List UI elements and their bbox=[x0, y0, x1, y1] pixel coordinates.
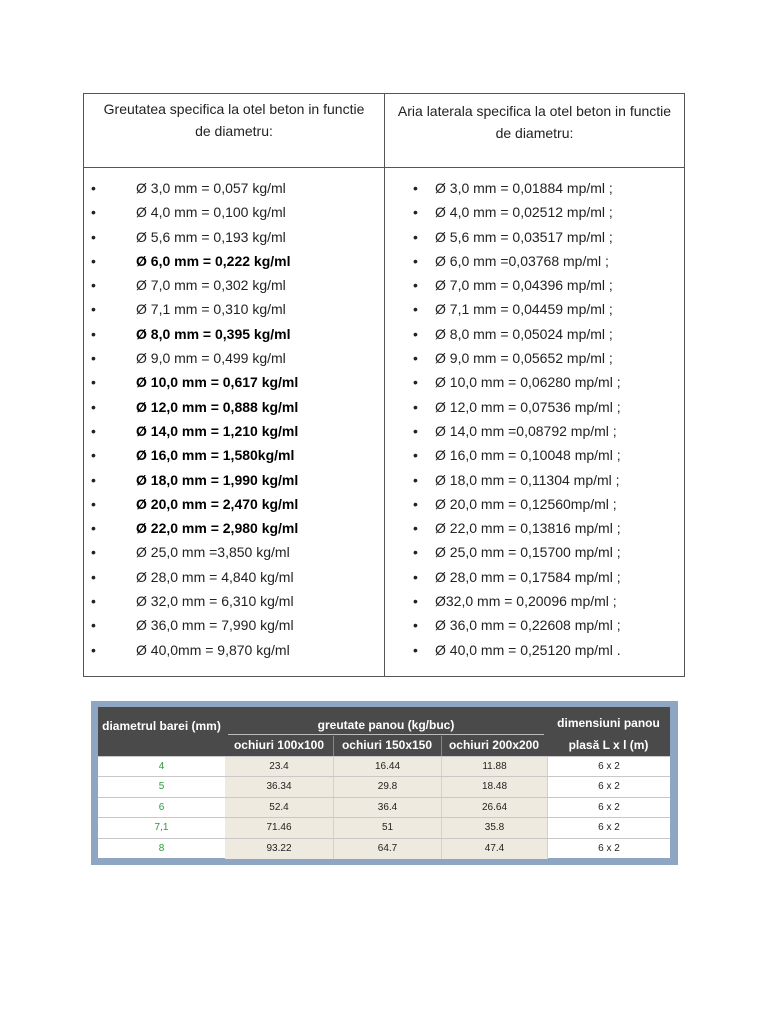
cell-weight-100: 52.4 bbox=[225, 798, 333, 818]
bullet-icon: • bbox=[413, 301, 418, 318]
mesh-table-header bbox=[98, 707, 670, 756]
list-item bbox=[385, 470, 684, 494]
cell-weight-200: 18.48 bbox=[441, 777, 547, 797]
bullet-icon: • bbox=[91, 301, 96, 318]
bullet-icon: • bbox=[91, 471, 96, 488]
list-item bbox=[385, 202, 684, 226]
bullet-icon: • bbox=[91, 544, 96, 561]
list-item bbox=[84, 324, 384, 348]
list-item bbox=[84, 591, 384, 615]
specific-weight-value: Ø 4,0 mm = 0,100 kg/ml bbox=[136, 204, 286, 221]
lateral-area-list bbox=[385, 168, 684, 677]
specific-weight-value: Ø 22,0 mm = 2,980 kg/ml bbox=[136, 520, 299, 537]
cell-weight-200: 11.88 bbox=[441, 757, 547, 777]
bullet-icon: • bbox=[413, 593, 418, 610]
list-item bbox=[385, 591, 684, 615]
cell-diameter: 5 bbox=[158, 781, 165, 793]
table-header-row bbox=[84, 94, 684, 168]
lateral-area-value: Ø 6,0 mm =0,03768 mp/ml ; bbox=[435, 252, 609, 269]
lateral-area-value: Ø 5,6 mm = 0,03517 mp/ml ; bbox=[435, 228, 613, 245]
bullet-icon: • bbox=[91, 180, 96, 196]
cell-dimensions: 6 x 2 bbox=[547, 818, 670, 838]
list-item bbox=[84, 640, 384, 664]
list-item bbox=[84, 251, 384, 275]
cell-diameter: 8 bbox=[158, 842, 165, 854]
bullet-icon: • bbox=[413, 495, 418, 512]
lateral-area-value: Ø 10,0 mm = 0,06280 mp/ml ; bbox=[435, 374, 621, 391]
mesh-panel-table bbox=[91, 701, 678, 865]
bullet-icon: • bbox=[413, 350, 418, 367]
list-item bbox=[385, 299, 684, 323]
bullet-icon: • bbox=[91, 617, 96, 634]
list-item bbox=[385, 227, 684, 251]
bullet-icon: • bbox=[413, 398, 418, 415]
cell-diameter: 7,1 bbox=[154, 822, 169, 834]
specific-weight-value: Ø 25,0 mm =3,850 kg/ml bbox=[136, 544, 290, 561]
specific-weight-value: Ø 12,0 mm = 0,888 kg/ml bbox=[136, 398, 299, 415]
mesh-table-inner bbox=[98, 707, 670, 858]
list-item bbox=[84, 445, 384, 469]
list-item bbox=[385, 397, 684, 421]
table-body bbox=[84, 168, 684, 677]
bullet-icon: • bbox=[413, 228, 418, 245]
specific-weight-value: Ø 16,0 mm = 1,580kg/ml bbox=[136, 447, 295, 464]
list-item bbox=[84, 299, 384, 323]
bullet-icon: • bbox=[413, 277, 418, 294]
bullet-icon: • bbox=[91, 422, 96, 439]
lateral-area-value: Ø 16,0 mm = 0,10048 mp/ml ; bbox=[435, 447, 621, 464]
specific-weight-value: Ø 10,0 mm = 0,617 kg/ml bbox=[136, 374, 299, 391]
lateral-area-value: Ø 14,0 mm =0,08792 mp/ml ; bbox=[435, 422, 617, 439]
bullet-icon: • bbox=[413, 568, 418, 585]
cell-dimensions: 6 x 2 bbox=[547, 777, 670, 797]
header-group-divider bbox=[228, 734, 544, 735]
specific-weight-value: Ø 9,0 mm = 0,499 kg/ml bbox=[136, 350, 286, 367]
specific-weight-value: Ø 20,0 mm = 2,470 kg/ml bbox=[136, 495, 299, 512]
lateral-area-value: Ø 4,0 mm = 0,02512 mp/ml ; bbox=[435, 204, 613, 221]
list-item bbox=[385, 518, 684, 542]
cell-diameter: 6 bbox=[158, 801, 165, 813]
specific-weight-value: Ø 3,0 mm = 0,057 kg/ml bbox=[136, 180, 286, 196]
header-panel-size: plasă L x l (m) bbox=[568, 738, 649, 752]
specific-weight-value: Ø 28,0 mm = 4,840 kg/ml bbox=[136, 568, 294, 585]
list-item bbox=[84, 227, 384, 251]
specific-weight-value: Ø 32,0 mm = 6,310 kg/ml bbox=[136, 593, 294, 610]
bullet-icon: • bbox=[91, 641, 96, 658]
bullet-icon: • bbox=[413, 374, 418, 391]
cell-weight-150: 64.7 bbox=[333, 839, 441, 859]
cell-weight-200: 47.4 bbox=[441, 839, 547, 859]
header-mesh-200: ochiuri 200x200 bbox=[448, 738, 540, 752]
cell-weight-150: 36.4 bbox=[333, 798, 441, 818]
table-row bbox=[98, 838, 670, 859]
list-item bbox=[84, 567, 384, 591]
lateral-area-value: Ø 7,1 mm = 0,04459 mp/ml ; bbox=[435, 301, 613, 318]
header-specific-weight: Greutatea specifica la otel beton in functie de diametru: bbox=[84, 94, 385, 167]
specific-weight-value: Ø 6,0 mm = 0,222 kg/ml bbox=[136, 252, 291, 269]
header-panel-dimensions: dimensiuni panou bbox=[557, 716, 660, 730]
cell-weight-100: 36.34 bbox=[225, 777, 333, 797]
lateral-area-value: Ø 22,0 mm = 0,13816 mp/ml ; bbox=[435, 520, 621, 537]
cell-weight-100: 23.4 bbox=[225, 757, 333, 777]
bullet-icon: • bbox=[413, 325, 418, 342]
list-item bbox=[385, 615, 684, 639]
lateral-area-value: Ø 8,0 mm = 0,05024 mp/ml ; bbox=[435, 325, 613, 342]
lateral-area-value: Ø 3,0 mm = 0,01884 mp/ml ; bbox=[435, 180, 613, 196]
lateral-area-value: Ø 9,0 mm = 0,05652 mp/ml ; bbox=[435, 350, 613, 367]
specific-weight-value: Ø 40,0mm = 9,870 kg/ml bbox=[136, 641, 290, 658]
table-row bbox=[98, 776, 670, 797]
bullet-icon: • bbox=[91, 277, 96, 294]
header-bar-diameter: diametrul barei (mm) bbox=[102, 719, 221, 733]
cell-diameter: 4 bbox=[158, 761, 165, 772]
bullet-icon: • bbox=[413, 471, 418, 488]
header-lateral-area: Aria laterala specifica la otel beton in functie de diametru: bbox=[397, 103, 672, 141]
bullet-icon: • bbox=[413, 641, 418, 658]
cell-dimensions: 6 x 2 bbox=[547, 839, 670, 859]
cell-weight-200: 26.64 bbox=[441, 798, 547, 818]
list-item bbox=[385, 348, 684, 372]
bullet-icon: • bbox=[413, 544, 418, 561]
header-mesh-100: ochiuri 100x100 bbox=[233, 738, 325, 752]
bullet-icon: • bbox=[413, 617, 418, 634]
cell-weight-150: 29.8 bbox=[333, 777, 441, 797]
list-item bbox=[84, 494, 384, 518]
specific-weight-value: Ø 7,1 mm = 0,310 kg/ml bbox=[136, 301, 286, 318]
bullet-icon: • bbox=[91, 204, 96, 221]
list-item bbox=[84, 178, 384, 202]
specific-weight-value: Ø 36,0 mm = 7,990 kg/ml bbox=[136, 617, 294, 634]
bullet-icon: • bbox=[91, 568, 96, 585]
list-item bbox=[84, 348, 384, 372]
lateral-area-value: Ø 40,0 mm = 0,25120 mp/ml . bbox=[435, 641, 621, 658]
list-item bbox=[385, 324, 684, 348]
lateral-area-value: Ø 28,0 mm = 0,17584 mp/ml ; bbox=[435, 568, 621, 585]
bullet-icon: • bbox=[91, 325, 96, 342]
bullet-icon: • bbox=[91, 520, 96, 537]
lateral-area-value: Ø 12,0 mm = 0,07536 mp/ml ; bbox=[435, 398, 621, 415]
bullet-icon: • bbox=[91, 495, 96, 512]
bullet-icon: • bbox=[91, 374, 96, 391]
list-item bbox=[385, 494, 684, 518]
specific-weight-value: Ø 7,0 mm = 0,302 kg/ml bbox=[136, 277, 286, 294]
list-item bbox=[84, 615, 384, 639]
bullet-icon: • bbox=[413, 447, 418, 464]
table-row bbox=[98, 797, 670, 818]
list-item bbox=[385, 275, 684, 299]
list-item bbox=[385, 421, 684, 445]
list-item bbox=[84, 542, 384, 566]
lateral-area-value: Ø32,0 mm = 0,20096 mp/ml ; bbox=[435, 593, 617, 610]
bullet-icon: • bbox=[91, 398, 96, 415]
lateral-area-value: Ø 18,0 mm = 0,11304 mp/ml ; bbox=[435, 471, 620, 488]
lateral-area-value: Ø 36,0 mm = 0,22608 mp/ml ; bbox=[435, 617, 621, 634]
list-item bbox=[385, 251, 684, 275]
lateral-area-value: Ø 20,0 mm = 0,12560mp/ml ; bbox=[435, 495, 617, 512]
list-item bbox=[84, 421, 384, 445]
lateral-area-value: Ø 25,0 mm = 0,15700 mp/ml ; bbox=[435, 544, 621, 561]
cell-weight-100: 71.46 bbox=[225, 818, 333, 838]
table-row bbox=[98, 817, 670, 838]
bullet-icon: • bbox=[91, 447, 96, 464]
bullet-icon: • bbox=[91, 252, 96, 269]
list-item bbox=[385, 445, 684, 469]
bullet-icon: • bbox=[91, 350, 96, 367]
list-item bbox=[84, 470, 384, 494]
bullet-icon: • bbox=[413, 180, 418, 196]
header-panel-weight: greutate panou (kg/buc) bbox=[317, 718, 455, 732]
cell-dimensions: 6 x 2 bbox=[547, 798, 670, 818]
specific-weight-value: Ø 8,0 mm = 0,395 kg/ml bbox=[136, 325, 291, 342]
cell-weight-100: 93.22 bbox=[225, 839, 333, 859]
bullet-icon: • bbox=[413, 422, 418, 439]
header-mesh-150: ochiuri 150x150 bbox=[341, 738, 433, 752]
bullet-icon: • bbox=[91, 228, 96, 245]
specific-weight-list bbox=[84, 168, 385, 677]
list-item bbox=[385, 567, 684, 591]
specific-weight-value: Ø 18,0 mm = 1,990 kg/ml bbox=[136, 471, 299, 488]
specific-weight-value: Ø 14,0 mm = 1,210 kg/ml bbox=[136, 422, 299, 439]
list-item bbox=[385, 178, 684, 202]
list-item bbox=[385, 372, 684, 396]
list-item bbox=[84, 275, 384, 299]
cell-weight-200: 35.8 bbox=[441, 818, 547, 838]
lateral-area-value: Ø 7,0 mm = 0,04396 mp/ml ; bbox=[435, 277, 613, 294]
bullet-icon: • bbox=[413, 520, 418, 537]
specific-weight-value: Ø 5,6 mm = 0,193 kg/ml bbox=[136, 228, 286, 245]
list-item bbox=[385, 640, 684, 664]
table-row bbox=[98, 756, 670, 777]
diameter-weight-table bbox=[83, 93, 685, 677]
list-item bbox=[84, 202, 384, 226]
cell-weight-150: 16.44 bbox=[333, 757, 441, 777]
bullet-icon: • bbox=[413, 204, 418, 221]
bullet-icon: • bbox=[413, 252, 418, 269]
cell-dimensions: 6 x 2 bbox=[547, 757, 670, 777]
list-item bbox=[84, 372, 384, 396]
list-item bbox=[385, 542, 684, 566]
bullet-icon: • bbox=[91, 593, 96, 610]
list-item bbox=[84, 397, 384, 421]
list-item bbox=[84, 518, 384, 542]
cell-weight-150: 51 bbox=[333, 818, 441, 838]
